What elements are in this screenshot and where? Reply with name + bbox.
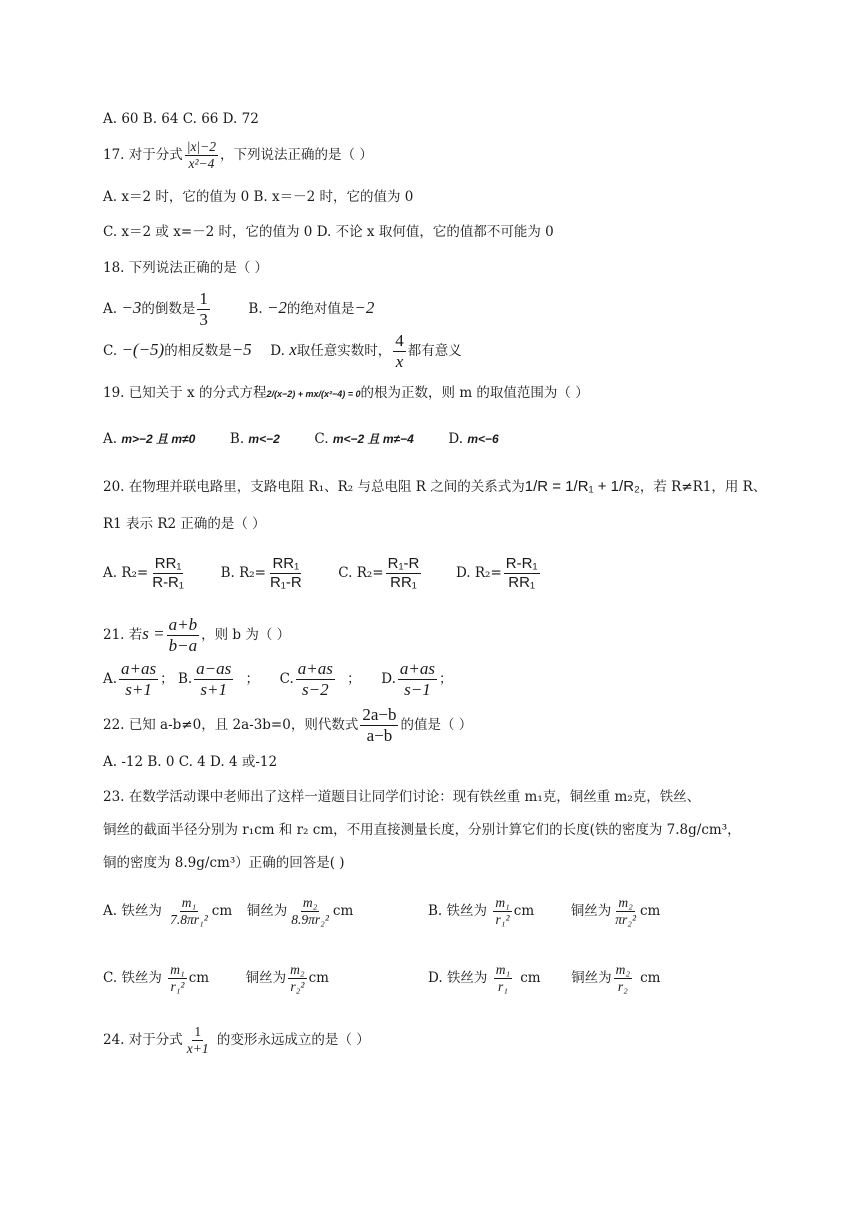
q20-b-fraction (268, 556, 304, 591)
q19-b-value: m<−2 (248, 432, 280, 446)
q23-b-label: B. (428, 903, 443, 920)
q21-options (103, 660, 453, 699)
q21-c-den: s−2 (302, 679, 329, 699)
q23-a-iron-fraction (168, 896, 210, 927)
q23-a-iron: 铁丝为 (121, 903, 162, 920)
q23-d-cop-unit: cm (640, 970, 661, 987)
q21-d-fraction (398, 660, 437, 699)
q21-b-sep: ； (245, 670, 260, 687)
q19-options (103, 433, 499, 447)
q21-d-label: D. (381, 670, 396, 687)
q20-stem-line2: R1 表示 R2 正确的是（ ） (103, 516, 266, 532)
q20-a-label: A. R₂= (103, 564, 149, 581)
q19-c-value: m<−2 且 m≠−4 (332, 432, 414, 446)
q23-a-label: A. (103, 903, 118, 920)
q21-a-den: s+1 (125, 679, 152, 699)
q23-b-iron-unit: cm (513, 903, 535, 920)
q20-d-den: RR₁ (508, 573, 536, 591)
q24-den: x+1 (186, 1041, 209, 1057)
q22-options: A. -12 B. 0 C. 4 D. 4 或-12 (103, 754, 278, 770)
q20-b-den: R₁-R (269, 573, 302, 591)
q17-pre: 17. 对于分式 (103, 147, 183, 164)
q23-d-cop-num: m₂ (614, 963, 632, 979)
q18-d-den: x (395, 351, 404, 371)
q23-b-cop-den: πr₂² (615, 912, 636, 928)
q23-option-d (428, 963, 660, 994)
q20-c-num: R₁-R (387, 555, 420, 572)
q20-d-fraction (504, 556, 540, 591)
q19-a-value: m>−2 且 m≠0 (121, 432, 196, 446)
q23-c-iron-num: m₁ (168, 963, 186, 979)
q21-a-sep: ； (160, 670, 174, 687)
q23-stem-line3: 铜的密度为 8.9g/cm³）正确的回答是( ) (103, 855, 345, 871)
q21-d-sep: ； (439, 670, 453, 687)
q21-c-fraction (296, 660, 335, 699)
q23-a-copper-fraction (289, 896, 331, 927)
q18-a-expr: −3 (121, 297, 142, 317)
q18-b-val: −2 (354, 297, 375, 317)
q16-options: A. 60 B. 64 C. 66 D. 72 (103, 111, 259, 127)
q20-a-num: RR₁ (154, 555, 182, 572)
q23-d-copper-fraction (614, 963, 632, 994)
q18-c-mid: 的相反数是 (164, 342, 232, 359)
q18-a-mid: 的倒数是 (141, 300, 196, 317)
q17-stem (103, 140, 373, 171)
q23-stem-line1: 23. 在数学活动课中老师出了这样一道题目让同学们讨论：现有铁丝重 m₁克，铜丝重 m₂克，铁丝、 (103, 789, 701, 805)
q23-b-iron: 铁丝为 (446, 903, 488, 920)
q23-option-a (103, 896, 353, 927)
q20-c-fraction (386, 556, 422, 591)
q18-d-label: D. (270, 342, 285, 359)
q21-b-fraction (194, 660, 233, 699)
q21-c-sep: ； (347, 670, 361, 687)
q20-formula: 1/R = 1/R₁ + 1/R₂ (524, 478, 640, 495)
q18-a-fraction (197, 290, 210, 329)
q23-c-copper-fraction (288, 963, 306, 994)
q20-options (103, 556, 542, 591)
q20-a-fraction (150, 556, 186, 591)
q23-a-iron-den: 7.8πr₁² (170, 912, 208, 928)
q21-b-den: s+1 (200, 679, 227, 699)
q20-post: ，若 R≠R1，用 R、 (639, 479, 767, 495)
q18-d-post: 都有意义 (407, 342, 462, 359)
q23-a-iron-unit: cm (211, 903, 233, 920)
q18-stem: 18. 下列说法正确的是（ ） (103, 260, 269, 276)
q21-a-fraction (119, 660, 158, 699)
q19-a-label: A. (103, 431, 118, 447)
q20-pre: 20. 在物理并联电路里，支路电阻 R₁、R₂ 与总电阻 R 之间的关系式为 (103, 479, 525, 495)
q21-d-num: a+as (399, 659, 435, 678)
q20-b-label: B. R₂= (220, 564, 266, 581)
q23-b-cop-unit: cm (640, 903, 661, 920)
q19-c-label: C. (314, 431, 329, 447)
q20-stem (103, 479, 766, 495)
q18-b-expr: −2 (266, 297, 287, 317)
q18-c-val: −5 (231, 339, 252, 359)
q18-b-post: 的绝对值是 (286, 300, 355, 317)
q18-a-den: 3 (199, 309, 208, 329)
q21-a-label: A. (103, 670, 118, 687)
q18-d-num: 4 (395, 331, 404, 350)
q18-a-label: A. (103, 300, 118, 317)
q21-d-den: s−1 (404, 679, 431, 699)
q19-pre: 19. 已知关于 x 的分式方程 (103, 385, 267, 401)
q20-c-den: RR₁ (390, 573, 417, 591)
q18-b-label: B. (248, 300, 263, 317)
q18-c-label: C. (103, 342, 118, 359)
q23-b-iron-den: r₁² (495, 912, 510, 928)
q23-option-b (428, 896, 660, 927)
q21-fraction (167, 616, 199, 655)
q23-d-iron-num: m₁ (494, 963, 512, 979)
q21-pre: 21. 若 (103, 626, 143, 643)
q17-options-ab: A. x＝2 时，它的值为 0 B. x＝－2 时，它的值为 0 (103, 189, 414, 205)
q17-post: ，下列说法正确的是（ ） (220, 147, 373, 164)
q22-fraction (360, 706, 398, 745)
q23-b-iron-num: m₁ (493, 896, 511, 912)
q21-num: a+b (168, 615, 198, 634)
q22-num: 2a−b (362, 705, 397, 724)
q18-options-ab (103, 290, 374, 329)
q21-stem (103, 616, 290, 655)
q22-post: 的值是（ ） (400, 716, 473, 733)
q23-c-iron-unit: cm (188, 970, 210, 987)
q23-d-label: D. (428, 970, 443, 987)
q23-d-iron-den: r₁ (497, 979, 508, 995)
q23-c-cop-unit: cm (308, 970, 329, 987)
q23-option-c (103, 963, 329, 994)
q21-a-num: a+as (121, 659, 157, 678)
q23-a-cop-den: 8.9πr₂² (291, 912, 329, 928)
q19-post: 的根为正数，则 m 的取值范围为（ ） (360, 385, 589, 401)
q17-fraction (185, 140, 218, 171)
q20-d-num: R-R₁ (505, 555, 538, 572)
q24-fraction (185, 1025, 211, 1056)
q24-pre: 24. 对于分式 (103, 1032, 183, 1049)
q19-b-label: B. (229, 431, 245, 447)
q23-a-copper: 铜丝为 (246, 903, 288, 920)
q23-c-cop-num: m₂ (288, 963, 306, 979)
q20-d-label: D. R₂= (455, 564, 502, 581)
q17-num: |x|−2 (185, 140, 218, 156)
q23-c-iron-den: r₁² (170, 979, 185, 995)
q18-d-fraction (393, 332, 406, 371)
q19-stem (103, 387, 589, 401)
q23-d-iron-fraction (494, 963, 512, 994)
q24-num: 1 (192, 1025, 203, 1041)
q23-b-copper: 铜丝为 (570, 903, 612, 920)
q22-pre: 22. 已知 a-b≠0，且 2a-3b=0，则代数式 (103, 716, 359, 733)
q18-d-mid: 取任意实数时， (296, 342, 392, 359)
q23-c-iron-fraction (168, 963, 186, 994)
q17-den: x²−4 (188, 156, 215, 172)
q21-post: ，则 b 为（ ） (201, 626, 291, 643)
q23-d-iron: 铁丝为 (446, 970, 488, 987)
q21-b-num: a−as (196, 659, 232, 678)
q23-a-cop-unit: cm (332, 903, 354, 920)
q23-d-cop-den: r₂ (617, 979, 628, 995)
q18-options-cd (103, 332, 462, 371)
q23-d-copper: 铜丝为 (571, 970, 612, 987)
q22-den: a−b (366, 725, 393, 745)
q22-stem (103, 706, 472, 745)
q18-d-x: x (289, 339, 297, 359)
q24-post: 的变形永远成立的是（ ） (216, 1032, 370, 1049)
q23-b-cop-num: m₂ (616, 896, 634, 912)
q21-c-label: C. (279, 670, 294, 687)
q21-c-num: a+as (297, 659, 333, 678)
q20-c-label: C. R₂= (338, 564, 384, 581)
q20-a-den: R-R₁ (152, 573, 184, 591)
q23-b-copper-fraction (613, 896, 638, 927)
q21-den: b−a (168, 635, 198, 655)
q19-d-value: m<−6 (467, 432, 499, 446)
q20-b-num: RR₁ (272, 555, 300, 572)
q17-options-cd: C. x＝2 或 x=－2 时，它的值为 0 D. 不论 x 取何值，它的值都不可能为 0 (103, 224, 554, 240)
q21-lhs: s = (142, 623, 165, 643)
q21-b-label: B. (177, 670, 193, 687)
q23-c-label: C. (103, 970, 118, 987)
q23-c-copper: 铜丝为 (245, 970, 287, 987)
q23-a-cop-num: m₂ (301, 896, 319, 912)
q23-c-iron: 铁丝为 (121, 970, 162, 987)
q18-c-expr: −(−5) (121, 339, 165, 359)
q23-b-iron-fraction (493, 896, 511, 927)
q18-a-num: 1 (199, 289, 208, 308)
q23-c-cop-den: r₂² (290, 979, 305, 995)
q19-equation: 2/(x−2) + mx/(x²−4) = 0 (266, 389, 361, 399)
q23-a-iron-num: m₁ (180, 896, 198, 912)
q23-stem-line2: 铜丝的截面半径分别为 r₁cm 和 r₂ cm，不用直接测量长度，分别计算它们的长度(铁的密度为 7.8g/cm³， (103, 822, 741, 838)
q19-d-label: D. (448, 431, 464, 447)
q23-d-iron-unit: cm (520, 970, 541, 987)
q24-stem (103, 1025, 370, 1056)
